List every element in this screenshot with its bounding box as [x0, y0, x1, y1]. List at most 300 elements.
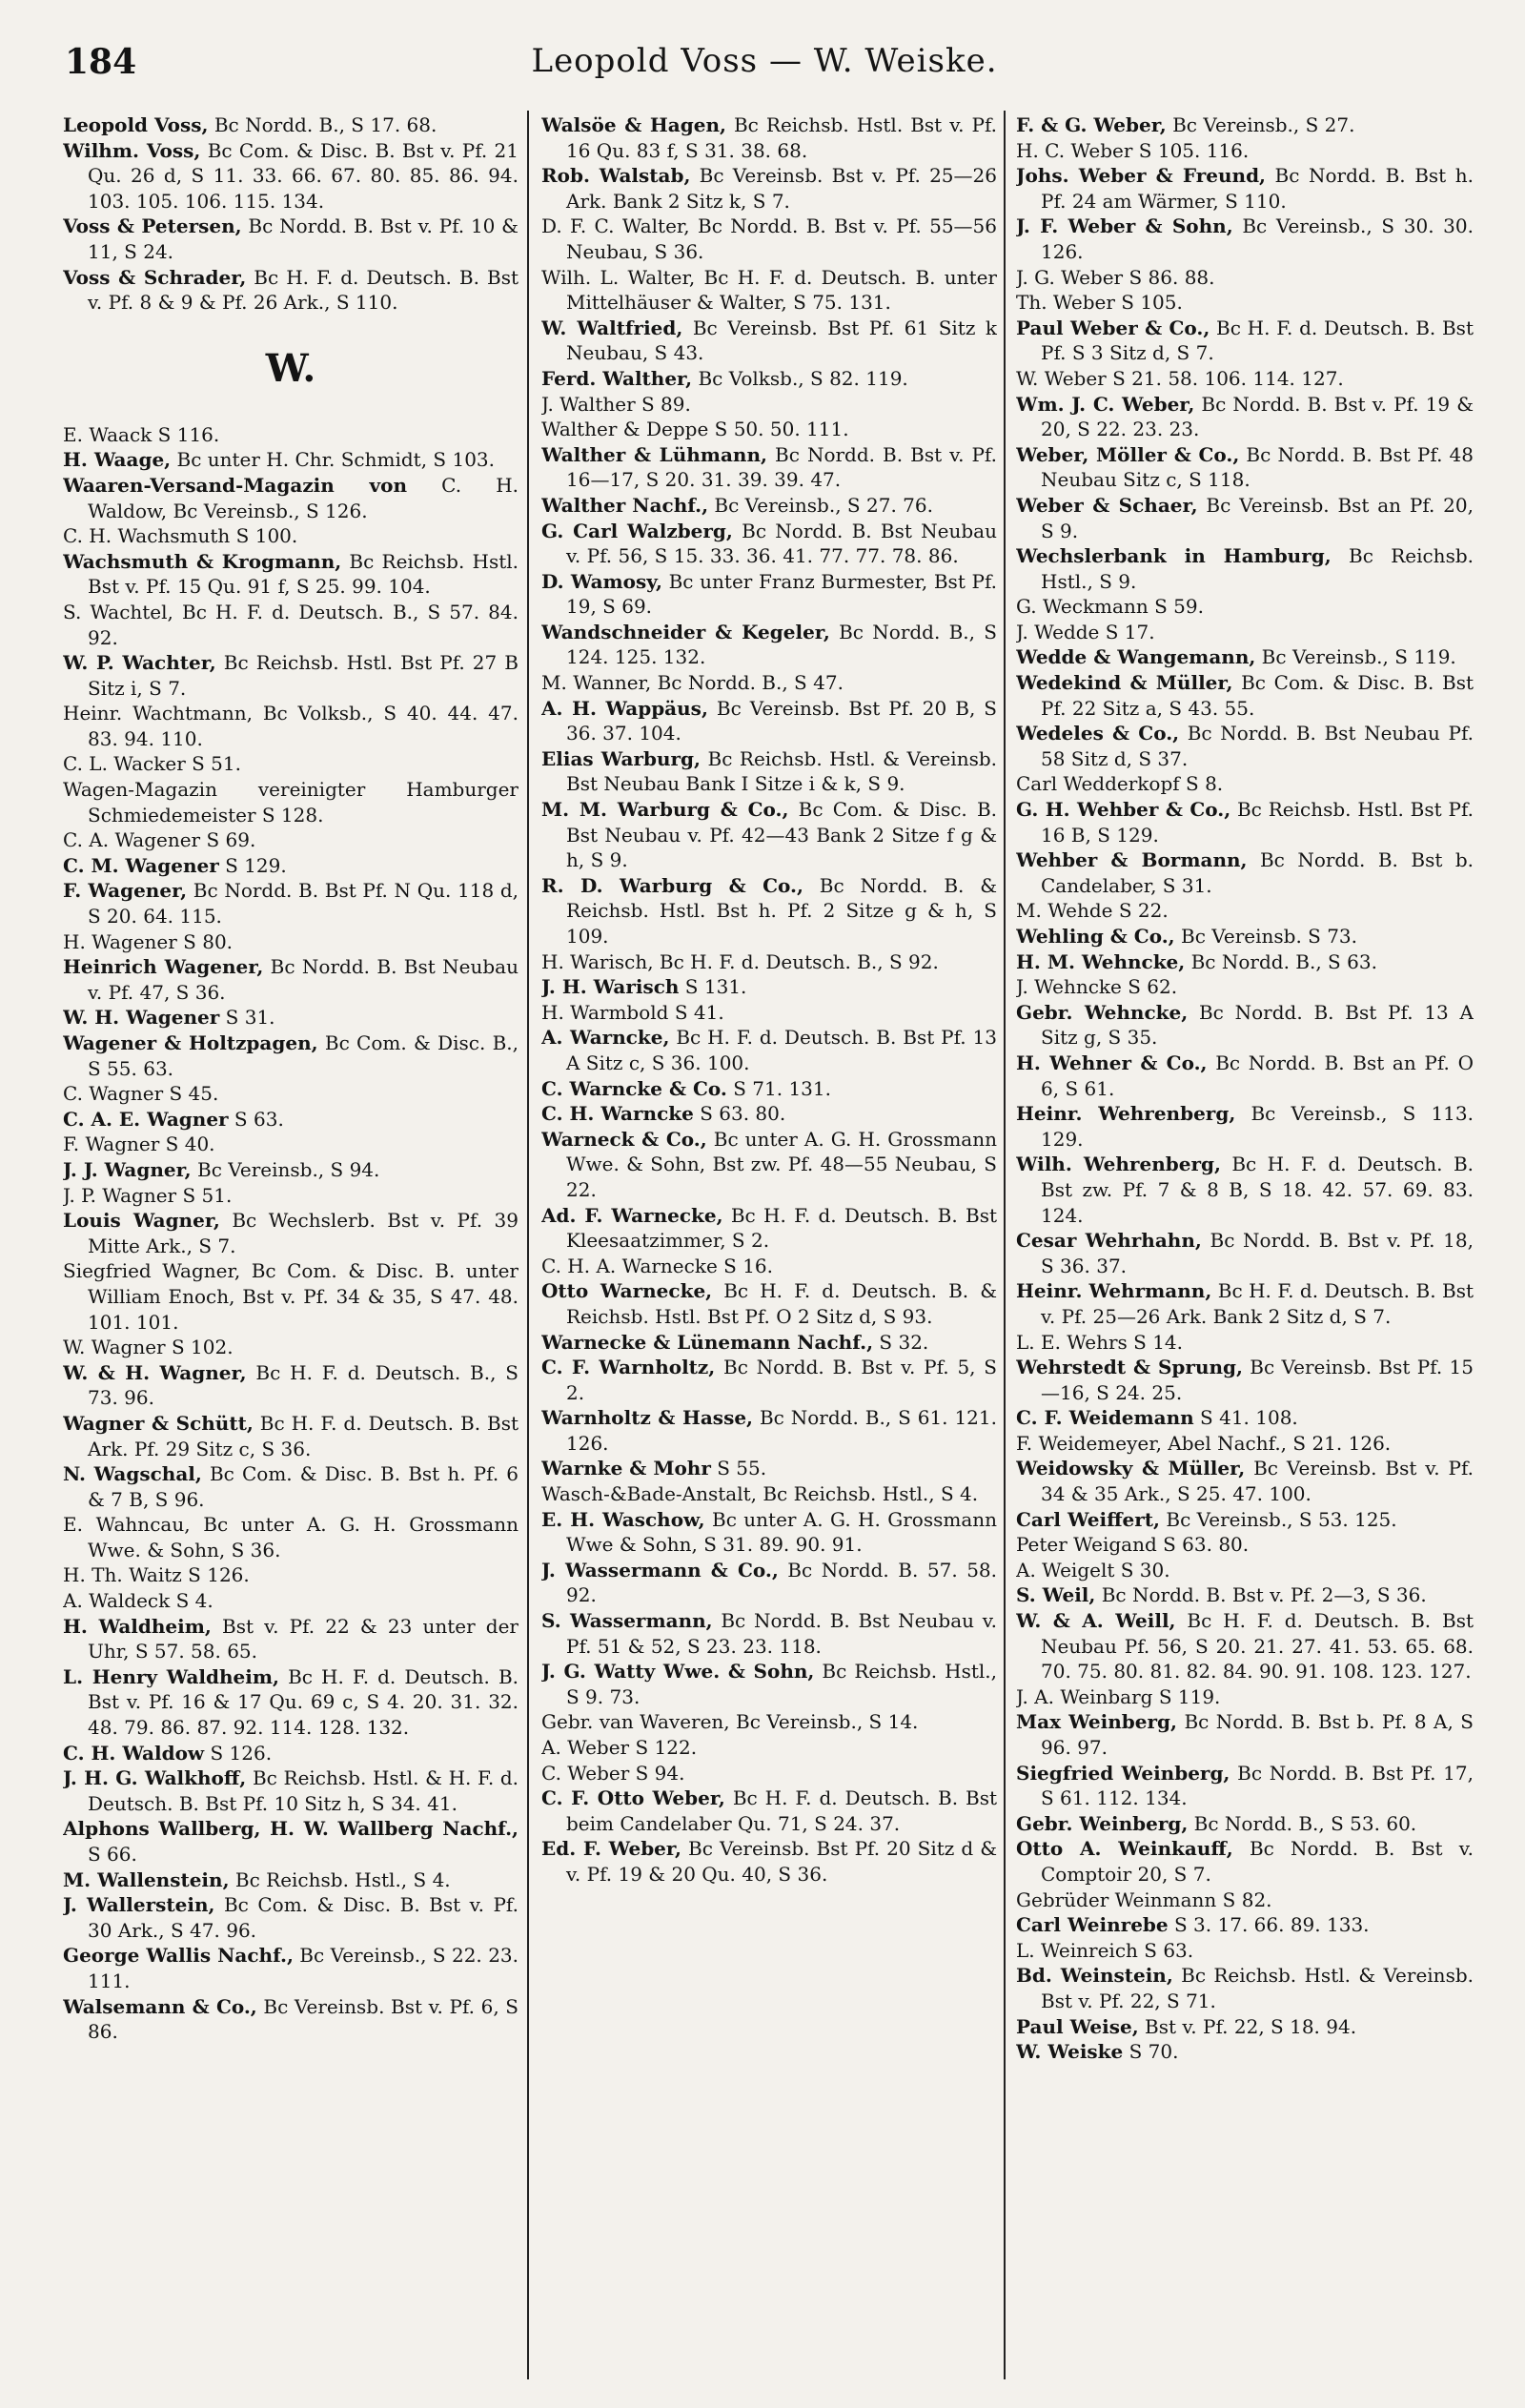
entry-details: Bc Com. & Disc. B. Bst v. Pf. 30 Ark., S 47. 96. [88, 1893, 518, 1942]
directory-entry [541, 1076, 997, 1102]
entry-details: Bc Nordd. B. Bst Pf. 17, S 61. 112. 134. [1041, 1761, 1474, 1810]
directory-entry [63, 751, 518, 777]
entry-details: S 131. [679, 975, 747, 999]
directory-entry [1016, 1532, 1474, 1558]
directory-entry [63, 265, 518, 316]
entry-name: A. H. Wappäus, [541, 696, 708, 720]
directory-entry [63, 1360, 518, 1411]
entry-details: Bc Nordd. B. Bst v. Pf. 2—3, S 36. [1095, 1583, 1427, 1607]
entry-details: A. Weigelt S 30. [1016, 1558, 1170, 1582]
entry-details: Bc Nordd. B. Bst Neubau v. Pf. 47, S 36. [88, 955, 518, 1004]
entry-name: Waaren-Versand-Magazin von [63, 473, 408, 497]
entry-name: W. P. Wachter, [63, 651, 216, 675]
entry-details: Bc Nordd. B. Bst v. Pf. 10 & 11, S 24. [88, 214, 518, 263]
entry-details: Bc H. F. d. Deutsch. B., S 73. 96. [88, 1360, 518, 1410]
directory-entry [1016, 1938, 1474, 1964]
entry-name: E. H. Waschow, [541, 1507, 705, 1531]
entry-name: Elias Warburg, [541, 746, 701, 770]
directory-entry [1016, 898, 1474, 924]
entry-name: W. H. Wagener [63, 1006, 220, 1030]
entry-details: Bc Reichsb. Hstl. & Vereinsb. Bst Neubau Bank I Sitze i & k, S 9. [566, 746, 997, 796]
directory-entry [63, 1664, 518, 1741]
directory-entry [63, 600, 518, 650]
entry-details: Bc unter A. G. H. Grossmann Wwe & Sohn, S 31. 89. 90. 91. [566, 1507, 997, 1557]
entry-details: Bc Nordd. B. Bst v. Pf. 19 & 20, S 22. 23. 23. [1041, 392, 1474, 441]
entry-details: Bc H. F. d. Deutsch. B. Bst Neubau Pf. 56, S 20. 21. 27. 41. 53. 65. 68. 70. 75. 80. 81. 82. 84. 90. 91. 108. 123. 127. [1041, 1609, 1474, 1684]
entry-name: N. Wagschal, [63, 1462, 202, 1486]
entry-details: Bc Com. & Disc. B. Bst h. Pf. 6 & 7 B, S 96. [88, 1462, 518, 1511]
directory-entry [1016, 1888, 1474, 1913]
entry-name: C. H. Warncke [541, 1102, 694, 1126]
entry-name: Otto Warnecke, [541, 1279, 713, 1303]
directory-entry [63, 1741, 518, 1766]
entry-details: Bc Vereinsb., S 94. [191, 1157, 380, 1181]
entry-details: Bc Nordd. B. 57. 58. 92. [566, 1558, 997, 1607]
directory-entry [541, 569, 997, 620]
entry-details: Bc unter H. Chr. Schmidt, S 103. [171, 448, 496, 472]
entry-details: Bc Nordd. B. Bst h. Pf. 24 am Wärmer, S 110. [1041, 164, 1474, 213]
entry-name: J. Wassermann & Co., [541, 1558, 779, 1582]
entry-details: Bc Reichsb. Hstl. Bst Pf. 27 B Sitz i, S 7. [88, 651, 518, 700]
directory-entry [63, 1183, 518, 1209]
column-3 [1016, 112, 1474, 2391]
directory-entry [1016, 543, 1474, 594]
entry-details: Bc Vereinsb. Bst v. Pf. 6, S 86. [88, 1994, 518, 2044]
entry-details: Bc H. F. d. Deutsch. B. Bst Pf. S 3 Sitz d, S 7. [1041, 316, 1474, 365]
directory-entry [1016, 1684, 1474, 1710]
entry-details: Bc Vereinsb. Bst v. Pf. 34 & 35 Ark., S 25. 47. 100. [1041, 1457, 1474, 1506]
entry-details: Bc unter Franz Burmester, Bst Pf. 19, S 69. [566, 569, 997, 619]
entry-details: C. H. Waldow, Bc Vereinsb., S 126. [88, 473, 518, 522]
directory-entry [63, 112, 518, 138]
entry-details: Bc Nordd. B. Bst v. Pf. 5, S 2. [566, 1356, 997, 1404]
directory-entry [1016, 771, 1474, 797]
entry-details: Bc Reichsb. Hstl., S 9. [1041, 544, 1474, 593]
entry-details: S 63. [228, 1107, 284, 1131]
entry-name: J. H. G. Walkhoff, [63, 1766, 247, 1790]
entry-name: Wechslerbank in Hamburg, [1016, 544, 1332, 568]
directory-entry [1016, 1330, 1474, 1356]
directory-entry [541, 974, 997, 1000]
entry-details: Bc H. F. d. Deutsch. B. Bst beim Candelaber Qu. 71, S 24. 37. [566, 1786, 997, 1835]
entry-details: Bc Vereinsb. Bst an Pf. 20, S 9. [1041, 493, 1474, 542]
directory-entry [541, 873, 997, 949]
directory-entry [1016, 924, 1474, 949]
entry-details: Peter Weigand S 63. 80. [1016, 1533, 1250, 1557]
entry-name: Heinr. Wehrmann, [1016, 1279, 1212, 1303]
entry-details: Bc Vereinsb., S 30. 30. 126. [1041, 214, 1474, 263]
entry-details: S 31. [219, 1006, 275, 1030]
entry-details: Bc Nordd. B. Bst v. Pf. 16—17, S 20. 31. 39. 39. 47. [566, 442, 997, 492]
directory-entry [541, 746, 997, 797]
entry-details: W. Weber S 21. 58. 106. 114. 127. [1016, 366, 1344, 390]
entry-name: J. G. Watty Wwe. & Sohn, [541, 1660, 815, 1684]
directory-entry [1016, 594, 1474, 620]
entry-details: Bc H. F. d. Deutsch. B. Bst v. Pf. 16 & 17 Qu. 69 c, S 4. 20. 31. 32. 48. 79. 86. 87. 92. 114. 128. 132. [88, 1664, 518, 1740]
directory-entry [541, 620, 997, 670]
entry-name: Paul Weber & Co., [1016, 316, 1210, 339]
directory-entry [1016, 2014, 1474, 2040]
entry-details: Bc Com. & Disc. B., S 55. 63. [88, 1031, 518, 1080]
entry-name: Voss & Petersen, [63, 214, 242, 238]
directory-entry [541, 1203, 997, 1254]
entry-details: Bc Nordd. B., S 17. 68. [208, 113, 437, 136]
entry-details: S 41. 108. [1193, 1406, 1298, 1430]
entry-name: F. Wagener, [63, 879, 188, 903]
entry-details: H. Warmbold S 41. [541, 1000, 724, 1024]
directory-entry [1016, 138, 1474, 164]
entry-name: C. H. Waldow [63, 1741, 205, 1765]
directory-entry [63, 549, 518, 600]
directory-entry [63, 1994, 518, 2045]
directory-entry [541, 670, 997, 696]
directory-entry [1016, 1228, 1474, 1278]
entry-details: M. Wanner, Bc Nordd. B., S 47. [541, 671, 844, 695]
entry-details: S 129. [218, 853, 287, 877]
directory-entry [541, 1254, 997, 1279]
directory-entry [1016, 1431, 1474, 1457]
directory-entry [1016, 1152, 1474, 1228]
entry-name: Wehrstedt & Sprung, [1016, 1356, 1243, 1379]
entry-name: J. J. Wagner, [63, 1157, 192, 1181]
entry-details: Walther & Deppe S 50. 50. 111. [541, 418, 849, 441]
entry-details: F. Weidemeyer, Abel Nachf., S 21. 126. [1016, 1431, 1392, 1455]
entry-details: Bc H. F. d. Deutsch. B. Bst v. Pf. 25—26 Ark. Bank 2 Sitz d, S 7. [1041, 1279, 1474, 1328]
entry-details: Gebrüder Weinmann S 82. [1016, 1888, 1272, 1911]
entry-details: Bc H. F. d. Deutsch. B. Bst Kleesaatzimmer, S 2. [566, 1203, 997, 1253]
entry-name: Heinr. Wehrenberg, [1016, 1102, 1236, 1126]
directory-entry [1016, 1811, 1474, 1837]
directory-entry [541, 1761, 997, 1786]
entry-name: Warnholtz & Hasse, [541, 1406, 754, 1430]
entry-details: Bc Nordd. B. Bst Pf. N Qu. 118 d, S 20. 64. 115. [88, 879, 518, 929]
directory-entry [541, 1025, 997, 1075]
entry-name: C. F. Otto Weber, [541, 1786, 725, 1810]
entry-name: Warnecke & Lünemann Nachf., [541, 1330, 874, 1354]
directory-entry [541, 493, 997, 519]
entry-name: W. Waltfried, [541, 316, 683, 339]
entry-details: C. A. Wagener S 69. [63, 828, 256, 852]
directory-entry [541, 1836, 997, 1887]
directory-entry [1016, 1000, 1474, 1051]
entry-details: Bc Vereinsb. Bst Pf. 20 Sitz d & v. Pf. 19 & 20 Qu. 40, S 36. [566, 1837, 997, 1886]
entry-details: Bc Nordd. B., S 124. 125. 132. [566, 620, 997, 669]
directory-entry [63, 1461, 518, 1512]
entry-name: Paul Weise, [1016, 2014, 1139, 2038]
entry-details: S 3. 17. 66. 89. 133. [1168, 1913, 1370, 1937]
entry-name: Louis Wagner, [63, 1209, 220, 1233]
entry-name: G. H. Wehber & Co., [1016, 798, 1231, 822]
entry-details: Bc Nordd. B., S 53. 60. [1188, 1811, 1417, 1835]
directory-entry [541, 265, 997, 316]
entry-name: Walther Nachf., [541, 493, 709, 517]
entry-details: Bc Vereinsb. Bst Pf. 61 Sitz k Neubau, S 43. [566, 316, 997, 365]
entry-name: Cesar Wehrhahn, [1016, 1229, 1202, 1253]
entry-name: H. Wehner & Co., [1016, 1051, 1208, 1074]
entry-name: Walsöe & Hagen, [541, 113, 726, 136]
entry-details: E. Waack S 116. [63, 422, 220, 446]
entry-name: Bd. Weinstein, [1016, 1964, 1173, 1988]
entry-details: J. Wehncke S 62. [1016, 975, 1178, 999]
entry-details: D. F. C. Walter, Bc Nordd. B. Bst v. Pf. 55—56 Neubau, S 36. [541, 214, 997, 263]
entry-name: Wagner & Schütt, [63, 1411, 254, 1435]
directory-entry [63, 650, 518, 701]
directory-entry [1016, 949, 1474, 975]
entry-name: Alphons Wallberg, H. W. Wallberg Nachf., [63, 1817, 518, 1841]
entry-details: Bc Nordd. B. Bst Neubau v. Pf. 51 & 52, S 23. 23. 118. [566, 1609, 997, 1658]
entry-name: Gebr. Weinberg, [1016, 1811, 1189, 1835]
entry-name: Warnke & Mohr [541, 1457, 711, 1480]
directory-entry [1016, 265, 1474, 291]
entry-name: Rob. Walstab, [541, 164, 691, 188]
entry-name: F. & G. Weber, [1016, 113, 1167, 136]
entry-details: Bc Reichsb. Hstl., S 4. [229, 1867, 451, 1891]
directory-entry [541, 1405, 997, 1456]
directory-entry [63, 929, 518, 955]
directory-entry [63, 1816, 518, 1867]
directory-entry [541, 1127, 997, 1203]
entry-name: Carl Weiffert, [1016, 1507, 1161, 1531]
directory-entry [63, 1411, 518, 1461]
directory-entry [541, 417, 997, 442]
directory-entry [63, 1892, 518, 1943]
column-1 [63, 112, 518, 2391]
directory-entry [541, 1558, 997, 1608]
directory-entry [63, 1107, 518, 1133]
entry-details: Bc Nordd. B. Bst Neubau v. Pf. 56, S 15. 33. 36. 41. 77. 77. 78. 86. [566, 519, 997, 568]
entry-details: S 63. 80. [693, 1102, 786, 1126]
directory-entry [541, 1507, 997, 1558]
entry-details: J. G. Weber S 86. 88. [1016, 265, 1215, 289]
entry-details: J. Walther S 89. [541, 392, 691, 416]
entry-details: Wasch-&Bade-Anstalt, Bc Reichsb. Hstl., S 4. [541, 1482, 979, 1506]
entry-name: D. Wamosy, [541, 569, 662, 593]
entry-details: G. Weckmann S 59. [1016, 595, 1204, 619]
entry-details: Bc H. F. d. Deutsch. B. & Reichsb. Hstl. Bst Pf. O 2 Sitz d, S 93. [566, 1279, 997, 1328]
directory-entry [63, 473, 518, 523]
entry-name: Johs. Weber & Freund, [1016, 164, 1267, 188]
entry-name: Wedde & Wangemann, [1016, 645, 1256, 669]
directory-entry [63, 422, 518, 448]
directory-entry [541, 392, 997, 418]
directory-entry [1016, 847, 1474, 898]
column-rule [527, 111, 529, 2379]
entry-details: Bc Nordd. B. Bst Pf. 13 A Sitz g, S 35. [1041, 1000, 1474, 1050]
entry-details: Bc Volksb., S 82. 119. [692, 366, 908, 390]
directory-entry [541, 1709, 997, 1735]
directory-entry [541, 1481, 997, 1507]
entry-details: Bc Vereinsb., S 53. 125. [1160, 1507, 1397, 1531]
entry-details: Bc H. F. d. Deutsch. B. Bst zw. Pf. 7 & 8 B, S 18. 42. 57. 69. 83. 124. [1041, 1153, 1474, 1227]
entry-name: Walsemann & Co., [63, 1994, 257, 2018]
entry-details: C. Wagner S 45. [63, 1082, 219, 1106]
entry-details: S 71. 131. [726, 1076, 831, 1100]
directory-entry [1016, 1709, 1474, 1760]
entry-details: J. P. Wagner S 51. [63, 1183, 233, 1207]
entry-name: Otto A. Weinkauff, [1016, 1837, 1233, 1861]
directory-entry [541, 1330, 997, 1356]
directory-entry [63, 523, 518, 549]
directory-entry [63, 954, 518, 1005]
entry-details: Bc Vereinsb., S 113. 129. [1041, 1102, 1474, 1151]
entry-name: G. Carl Walzberg, [541, 519, 733, 542]
directory-entry [1016, 721, 1474, 771]
directory-entry [1016, 1507, 1474, 1533]
entry-name: Walther & Lühmann, [541, 442, 767, 466]
entry-details: C. Weber S 94. [541, 1761, 685, 1785]
entry-name: W. & A. Weill, [1016, 1609, 1176, 1633]
entry-details: Bc Com. & Disc. B. Bst v. Pf. 21 Qu. 26 d, S 11. 33. 66. 67. 80. 85. 86. 94. 103. 105. 106. 115. 134. [88, 138, 518, 213]
directory-entry [541, 1355, 997, 1405]
directory-entry [1016, 974, 1474, 1000]
directory-entry [63, 1031, 518, 1081]
directory-entry [1016, 442, 1474, 493]
entry-name: Heinrich Wagener, [63, 955, 264, 979]
entry-name: Ed. F. Weber, [541, 1837, 681, 1861]
entry-name: H. Waage, [63, 448, 172, 472]
entry-name: Siegfried Weinberg, [1016, 1761, 1230, 1785]
directory-entry [541, 1456, 997, 1481]
entry-details: Bc Nordd. B. Bst b. Candelaber, S 31. [1041, 848, 1474, 897]
entry-name: S. Wassermann, [541, 1609, 713, 1633]
entry-name: C. M. Wagener [63, 853, 219, 877]
entry-details: S. Wachtel, Bc H. F. d. Deutsch. B., S 57. 84. 92. [63, 600, 518, 649]
directory-entry [63, 214, 518, 264]
directory-entry [541, 1659, 997, 1709]
entry-details: H. C. Weber S 105. 116. [1016, 138, 1250, 162]
entry-name: Wagener & Holtzpagen, [63, 1031, 318, 1054]
directory-entry [541, 797, 997, 873]
directory-entry [63, 1081, 518, 1107]
entry-details: L. E. Wehrs S 14. [1016, 1330, 1183, 1354]
entry-name: C. F. Warnholtz, [541, 1356, 716, 1379]
entry-details: Bc Reichsb. Hstl. & H. F. d. Deutsch. B. Bst Pf. 10 Sitz h, S 34. 41. [88, 1766, 518, 1815]
directory-entry [63, 1335, 518, 1360]
entry-details: Bc Nordd. B., S 61. 121. 126. [566, 1406, 997, 1455]
entry-details: Bc Com. & Disc. B. Bst Neubau v. Pf. 42—43 Bank 2 Sitze f g & h, S 9. [566, 798, 997, 872]
entry-name: Wm. J. C. Weber, [1016, 392, 1195, 416]
entry-name: C. Warncke & Co. [541, 1076, 727, 1100]
entry-details: C. L. Wacker S 51. [63, 752, 241, 776]
directory-entry [541, 949, 997, 975]
directory-entry [1016, 1761, 1474, 1811]
entry-name: Ad. F. Warnecke, [541, 1203, 723, 1227]
entry-name: Weber, Möller & Co., [1016, 442, 1240, 466]
entry-details: Bc Nordd. B. Bst Pf. 48 Neubau Sitz c, S 118. [1041, 442, 1474, 492]
directory-entry [63, 1208, 518, 1258]
directory-entry [63, 138, 518, 214]
directory-entry [541, 1608, 997, 1659]
entry-details: H. Warisch, Bc H. F. d. Deutsch. B., S 92. [541, 949, 939, 973]
entry-name: Leopold Voss, [63, 113, 209, 136]
directory-entry [541, 696, 997, 746]
entry-details: Bc Vereinsb. Bst Pf. 15—16, S 24. 25. [1041, 1356, 1474, 1404]
directory-entry [1016, 163, 1474, 214]
entry-name: Wachsmuth & Krogmann, [63, 549, 342, 573]
entry-name: Wedeles & Co., [1016, 722, 1180, 745]
entry-name: Gebr. Wehncke, [1016, 1000, 1189, 1024]
directory-entry [1016, 1836, 1474, 1887]
entry-details: Wilh. L. Walter, Bc H. F. d. Deutsch. B. unter Mittelhäuser & Walter, S 75. 131. [541, 265, 997, 315]
entry-details: Bc Reichsb. Hstl. & Vereinsb. Bst v. Pf. 22, S 71. [1041, 1964, 1474, 2012]
entry-details: A. Weber S 122. [541, 1736, 698, 1759]
entry-details: Bc Vereinsb., S 119. [1255, 645, 1456, 669]
entry-details: Bc Com. & Disc. B. Bst Pf. 22 Sitz a, S 43. 55. [1041, 671, 1474, 720]
directory-entry [541, 1101, 997, 1127]
directory-entry [541, 214, 997, 264]
entry-details: C. H. Wachsmuth S 100. [63, 524, 298, 548]
directory-entry [541, 316, 997, 366]
entry-details: Bc Vereinsb., S 27. [1166, 113, 1355, 136]
entry-details: S 66. [88, 1843, 137, 1866]
entry-name: Wilh. Wehrenberg, [1016, 1153, 1221, 1176]
entry-details: J. Wedde S 17. [1016, 620, 1155, 643]
page-number: 184 [65, 42, 137, 82]
column-2 [541, 112, 997, 2391]
directory-entry [63, 878, 518, 929]
entry-name: Weber & Schaer, [1016, 493, 1198, 517]
directory-entry [541, 1786, 997, 1836]
directory-entry [1016, 290, 1474, 316]
directory-entry [1016, 670, 1474, 721]
directory-entry [541, 112, 997, 163]
entry-details: Bc Vereinsb., S 27. 76. [708, 493, 933, 517]
section-letter: W. [265, 345, 316, 391]
entry-details: Bc Nordd. B., S 63. [1185, 949, 1377, 973]
entry-name: M. Wallenstein, [63, 1867, 230, 1891]
directory-entry [1016, 797, 1474, 847]
directory-entry [1016, 1963, 1474, 2013]
directory-entry [63, 1614, 518, 1664]
directory-entry [63, 1943, 518, 1993]
directory-entry [541, 163, 997, 214]
directory-entry [1016, 392, 1474, 442]
directory-entry [541, 1278, 997, 1329]
directory-entry [541, 442, 997, 493]
entry-name: Wandschneider & Kegeler, [541, 620, 830, 643]
directory-entry [63, 1258, 518, 1335]
entry-details: S 70. [1123, 2040, 1179, 2064]
entry-details: Bc Reichsb. Hstl. Bst Pf. 16 B, S 129. [1041, 798, 1474, 847]
directory-entry [63, 1588, 518, 1614]
directory-entry [63, 777, 518, 827]
entry-details: H. Wagener S 80. [63, 929, 234, 953]
directory-entry [63, 1157, 518, 1183]
entry-details: Bc Vereinsb., S 22. 23. 111. [88, 1944, 518, 1992]
directory-entry [541, 366, 997, 392]
entry-details: W. Wagner S 102. [63, 1336, 234, 1359]
entry-details: C. H. A. Warnecke S 16. [541, 1254, 774, 1277]
entry-details: J. A. Weinbarg S 119. [1016, 1684, 1221, 1708]
entry-details: S 126. [204, 1741, 273, 1765]
directory-entry [63, 447, 518, 473]
entry-name: Wehling & Co., [1016, 925, 1175, 948]
entry-name: W. & H. Wagner, [63, 1360, 247, 1384]
directory-entry [1016, 1456, 1474, 1506]
directory-entry [1016, 1582, 1474, 1608]
entry-details: Bc Reichsb. Hstl. Bst v. Pf. 15 Qu. 91 f, S 25. 99. 104. [88, 549, 518, 599]
entry-details: Bc Vereinsb. S 73. [1174, 925, 1358, 948]
directory-entry [1016, 1608, 1474, 1684]
directory-entry [541, 1735, 997, 1761]
entry-details: Bc Nordd. B. Bst v. Pf. 18, S 36. 37. [1041, 1229, 1474, 1277]
directory-entry [63, 1132, 518, 1157]
entry-name: L. Henry Waldheim, [63, 1664, 279, 1688]
entry-details: Bc H. F. d. Deutsch. B. Bst Pf. 13 A Sitz c, S 36. 100. [566, 1026, 997, 1074]
entry-details: S 32. [873, 1330, 929, 1354]
entry-details: Bc Vereinsb. Bst v. Pf. 25—26 Ark. Bank 2 Sitz k, S 7. [566, 164, 997, 213]
running-header [65, 42, 1464, 86]
